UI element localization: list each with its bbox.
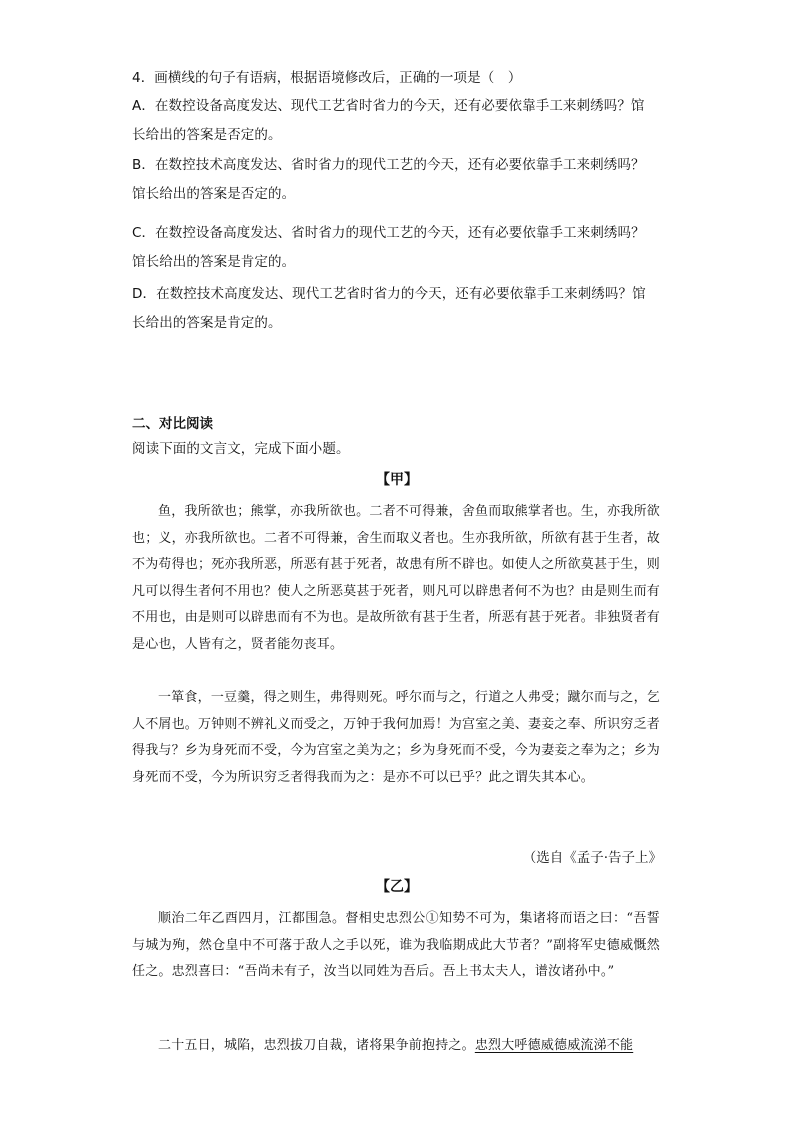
passage-yi-paragraph-1: 顺治二年乙酉四月，江都围急。督相史忠烈公①知势不可为，集诸将而语之曰：“吾誓与城为殉，然仓皇中不可落于敌人之手以死，谁为我临期成此大节者？”副将军史德威慨然任之。忠烈喜曰：“吾尚未有子，汝当以同姓为吾后。吾上书太夫人，谱汝诸孙中。”: [132, 911, 660, 980]
passage-jia-paragraph-1: 鱼，我所欲也；熊掌，亦我所欲也。二者不可得兼，舍鱼而取熊掌者也。生，亦我所欲也；义，亦我所欲也。二者不可得兼，舍生而取义者也。生亦我所欲，所欲有甚于生者，故不为苟得也；死亦我所恶，所恶有甚于死者，故患有所不辟也。如使人之所欲莫甚于生，则凡可以得生者何不用也？使人之所恶莫甚于死者，则凡可以辟患者何不为也？由是则生而有不用也，由是则可以辟患而有不为也。是故所欲有甚于生者，所恶有甚于死者。非独贤者有是心也，人皆有之，贤者能勿丧耳。: [132, 504, 661, 652]
option-b-line-1: B．在数控技术高度发达、省时省力的现代工艺的今天，还有必要依靠手工来刺绣吗？: [132, 157, 645, 173]
passage-jia-paragraph-2: 一箪食，一豆羹，得之则生，弗得则死。呼尔而与之，行道之人弗受；蹴尔而与之，乞人不屑也。万钟则不辨礼义而受之，万钟于我何加焉！为宫室之美、妻妾之奉、所识穷乏者得我与？乡为身死而不受，今为宫室之美为之；乡为身死而不受，今为妻妾之奉为之；乡为身死而不受，今为所识穷乏者得我而为之：是亦不可以已乎？此之谓失其本心。: [132, 690, 661, 785]
passage-jia-source: （选自《孟子·告子上》: [522, 850, 662, 866]
option-b-line-2: 馆长给出的答案是否定的。: [132, 186, 296, 202]
option-d-line-1: D．在数控技术高度发达、现代工艺省时省力的今天，还有必要依靠手工来刺绣吗？馆: [132, 286, 646, 302]
option-d-line-2: 长给出的答案是肯定的。: [132, 315, 282, 331]
option-c-line-1: C．在数控设备高度发达、省时省力的现代工艺的今天，还有必要依靠手工来刺绣吗？: [132, 225, 645, 241]
option-a-line-2: 长给出的答案是否定的。: [132, 127, 282, 143]
paragraph-2-plain-text: 二十五日，城陷，忠烈拔刀自裁，诸将果争前抱持之。: [158, 1038, 475, 1053]
question-4-stem: 4．画横线的句子有语病，根据语境修改后，正确的一项是（ ）: [132, 70, 522, 86]
underlined-sentence: 忠烈大呼德威德威流涕不能: [474, 1038, 634, 1053]
option-a-line-1: A．在数控设备高度发达、现代工艺省时省力的今天，还有必要依靠手工来刺绣吗？馆: [132, 98, 645, 114]
section-title: 二、对比阅读: [132, 416, 213, 432]
passage-jia-title: 【甲】: [376, 472, 418, 488]
option-c-line-2: 馆长给出的答案是肯定的。: [132, 254, 296, 270]
section-instruction: 阅读下面的文言文，完成下面小题。: [132, 441, 350, 457]
passage-yi-title: 【乙】: [376, 879, 418, 895]
passage-yi-paragraph-2: [132, 1033, 660, 1060]
